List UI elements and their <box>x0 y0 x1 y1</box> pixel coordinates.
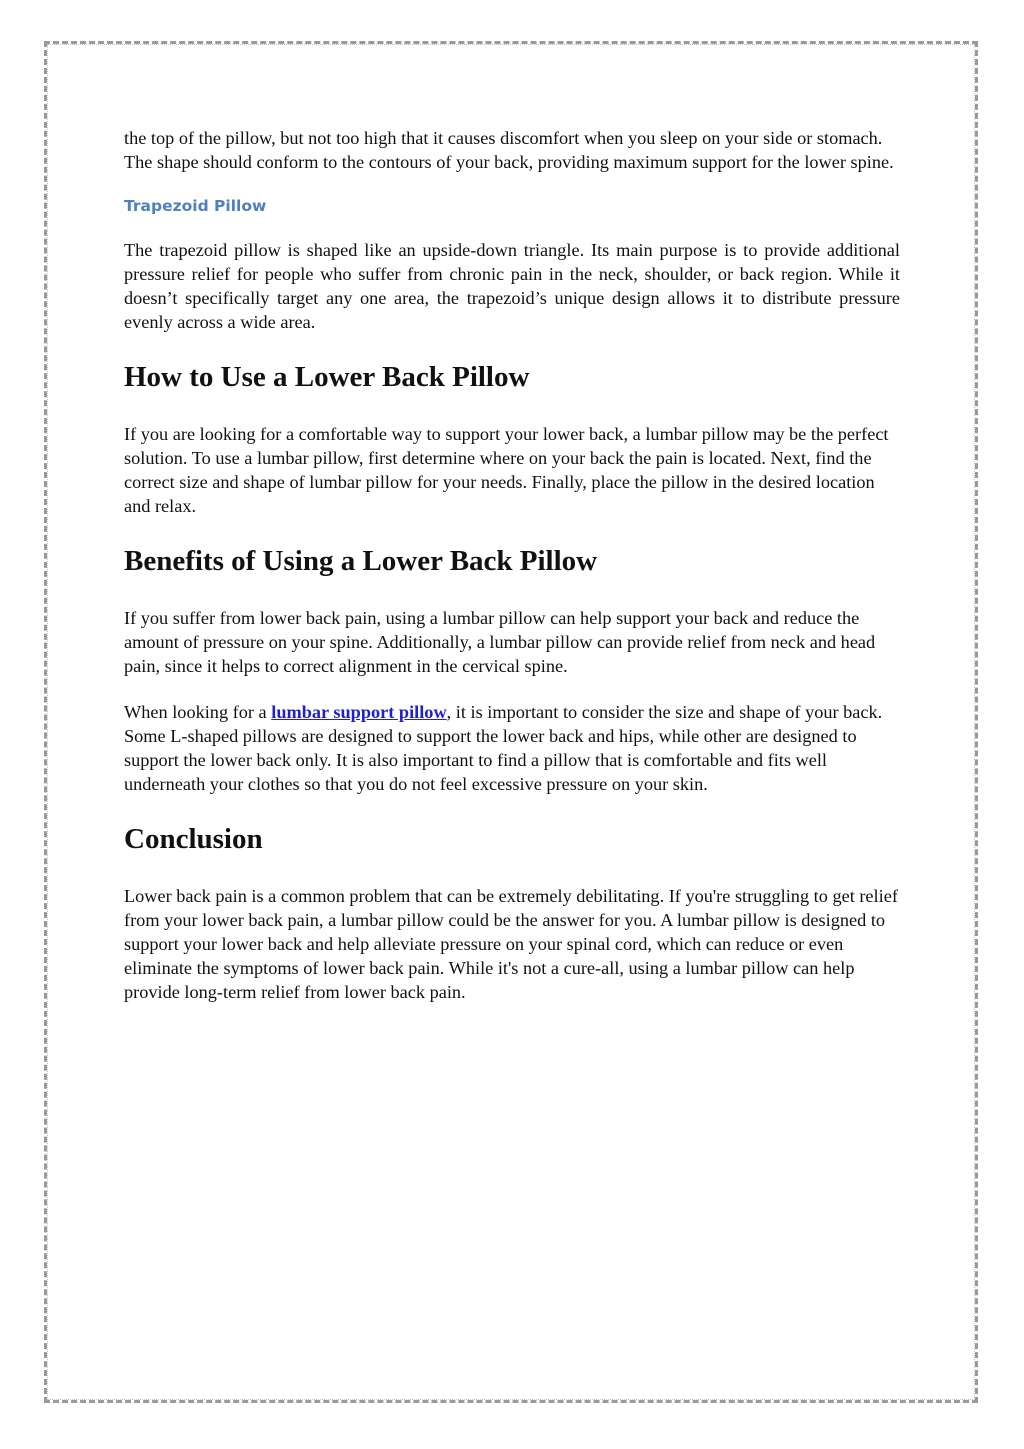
benefits-paragraph-2-before: When looking for a <box>124 702 272 722</box>
benefits-paragraph-1: If you suffer from lower back pain, using a lumbar pillow can help support your back and reduce the amount of pressure on your spine. Additionally, a lumbar pillow can provide relief from neck and head pain, since it helps to correct alignment in the cervical spine. <box>124 608 876 676</box>
benefits-heading: Benefits of Using a Lower Back Pillow <box>124 545 598 577</box>
lumbar-support-pillow-link[interactable]: lumbar support pillow <box>271 702 447 722</box>
benefits-paragraph-2 <box>124 700 900 796</box>
trapezoid-pillow-paragraph: The trapezoid pillow is shaped like an upside-down triangle. Its main purpose is to provide additional pressure relief for people who suffer from chronic pain in the neck, shoulder, or back region. While it doesn’t specifically target any one area, the trapezoid’s unique design allows it to distribute pressure evenly across a wide area. <box>124 240 900 332</box>
how-to-use-paragraph: If you are looking for a comfortable way to support your lower back, a lumbar pillow may be the perfect solution. To use a lumbar pillow, first determine where on your back the pain is located. Next, find the correct size and shape of lumbar pillow for your needs. Finally, place the pillow in the desired location and relax. <box>124 424 889 516</box>
intro-paragraph: the top of the pillow, but not too high that it causes discomfort when you sleep on your side or stomach. The shape should conform to the contours of your back, providing maximum support for the lower spine. <box>124 128 894 172</box>
how-to-use-heading: How to Use a Lower Back Pillow <box>124 361 530 393</box>
document-body <box>124 126 900 1004</box>
benefits-paragraph-2-after: , it is important to consider the size and shape of your back. Some L-shaped pillows are designed to support the lower back and hips, while other are designed to support the lower back only. It is also important to find a pillow that is comfortable and fits well underneath your clothes so that you do not feel excessive pressure on your skin. <box>124 702 883 794</box>
conclusion-paragraph: Lower back pain is a common problem that can be extremely debilitating. If you're struggling to get relief from your lower back pain, a lumbar pillow could be the answer for you. A lumbar pillow is designed to support your lower back and help alleviate pressure on your spinal cord, which can reduce or even eliminate the symptoms of lower back pain. While it's not a cure-all, using a lumbar pillow can help provide long-term relief from lower back pain. <box>124 886 898 1002</box>
trapezoid-pillow-heading: Trapezoid Pillow <box>124 197 267 215</box>
conclusion-heading: Conclusion <box>124 823 263 855</box>
